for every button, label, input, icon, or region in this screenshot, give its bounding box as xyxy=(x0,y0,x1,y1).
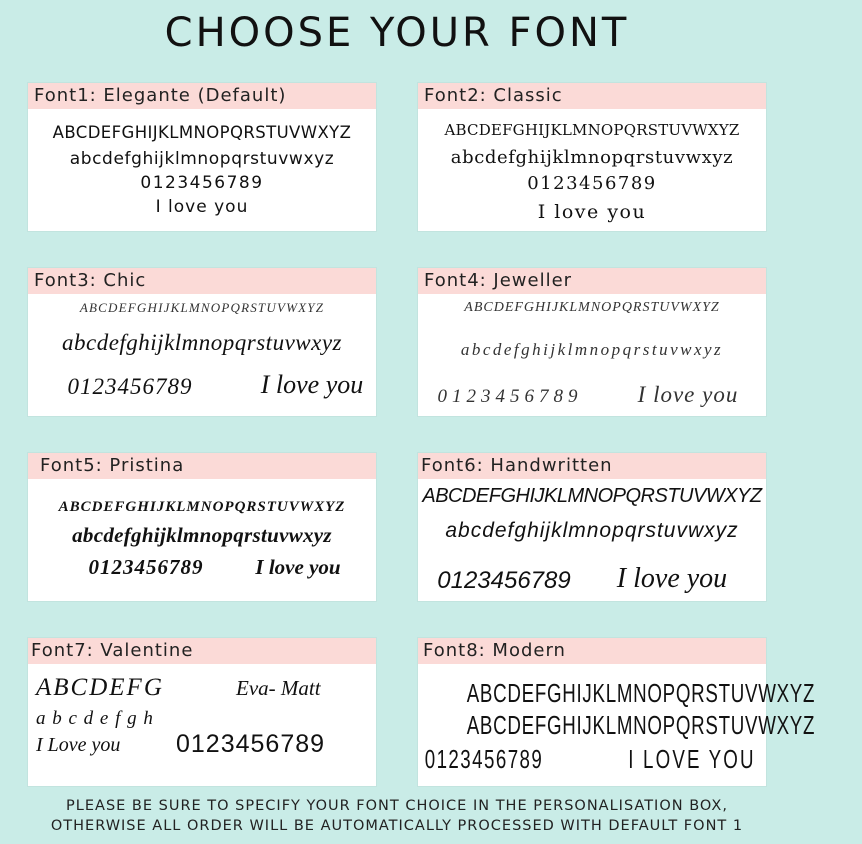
font-card-header: Font2: Classic xyxy=(418,83,766,109)
font-card-5 xyxy=(28,453,376,601)
sample-uppercase: ABCDEFGHIJKLMNOPQRSTUVWXYZ xyxy=(422,485,762,507)
sample-phrase: I love you xyxy=(255,555,341,579)
font-card-4 xyxy=(418,268,766,416)
font-card-header: Font8: Modern xyxy=(418,638,766,664)
sample-phrase: I Love you xyxy=(36,734,121,756)
sample-lowercase: abcdefghijklmnopqrstuvwxyz xyxy=(460,340,724,359)
sample-phrase: I love you xyxy=(537,201,647,223)
sample-uppercase: ABCDEFGHIJKLMNOPQRSTUVWXYZ xyxy=(58,499,346,515)
font-card-6 xyxy=(418,453,766,601)
sample-uppercase-2: ABCDEFGHIJKLMNOPQRSTUVWXYZ xyxy=(466,710,816,740)
sample-lowercase: abcdefghijklmnopqrstuvwxyz xyxy=(61,330,342,355)
sample-uppercase: ABCDEFGHIJKLMNOPQRSTUVWXYZ xyxy=(79,300,325,315)
sample-digits: 0123456789 xyxy=(437,386,583,407)
font-card-header: Font7: Valentine xyxy=(28,638,376,664)
sample-digits: 0123456789 xyxy=(88,555,204,579)
font-card-header: Font5: Pristina xyxy=(28,453,376,479)
font-card-8 xyxy=(418,638,816,786)
sample-phrase: I love you xyxy=(155,197,249,217)
sample-name: Eva- Matt xyxy=(236,676,321,700)
sample-digits: 0123456789 xyxy=(437,567,571,594)
font-card-1 xyxy=(28,83,376,231)
footer-note-line-1: PLEASE BE SURE TO SPECIFY YOUR FONT CHOICE IN THE PERSONALISATION BOX, xyxy=(66,798,728,814)
font-card-header: Font3: Chic xyxy=(28,268,376,294)
sample-digits: 0123456789 xyxy=(140,173,264,193)
sample-uppercase: ABCDEFGHIJKLMNOPQRSTUVWXYZ xyxy=(52,123,352,142)
sample-uppercase: ABCDEFGHIJKLMNOPQRSTUVWXYZ xyxy=(464,300,720,315)
page-title: CHOOSE YOUR FONT xyxy=(164,10,630,56)
sample-phrase: I love you xyxy=(637,382,739,407)
font-card-3 xyxy=(28,268,376,416)
sample-uppercase: ABCDEFG xyxy=(36,674,164,701)
sample-digits: 0123456789 xyxy=(424,744,544,774)
sample-lowercase: abcdefghijklmnopqrstuvwxyz xyxy=(72,523,332,547)
sample-lowercase: a b c d e f g h xyxy=(36,708,154,729)
sample-lowercase: abcdefghijklmnopqrstuvwxyz xyxy=(445,519,739,542)
font-card-7 xyxy=(28,638,376,786)
sample-digits: 0123456789 xyxy=(67,374,193,399)
sample-digits: 0123456789 xyxy=(527,173,657,194)
sample-uppercase: ABCDEFGHIJKLMNOPQRSTUVWXYZ xyxy=(466,678,816,708)
sample-phrase: I LOVE YOU xyxy=(628,744,756,774)
sample-phrase: I love you xyxy=(260,370,364,399)
font-card-header: Font6: Handwritten xyxy=(418,453,766,479)
font-card-header: Font1: Elegante (Default) xyxy=(28,83,376,109)
sample-digits: 0123456789 xyxy=(176,730,326,758)
font-card-header: Font4: Jeweller xyxy=(418,268,766,294)
sample-phrase: I love you xyxy=(616,563,728,594)
sample-lowercase: abcdefghijklmnopqrstuvwxyz xyxy=(69,149,335,169)
footer-note-line-2: OTHERWISE ALL ORDER WILL BE AUTOMATICALLY PROCESSED WITH DEFAULT FONT 1 xyxy=(50,818,744,834)
sample-lowercase: abcdefghijklmnopqrstuvwxyz xyxy=(450,147,734,168)
sample-uppercase: ABCDEFGHIJKLMNOPQRSTUVWXYZ xyxy=(444,121,740,139)
font-card-2 xyxy=(418,83,766,231)
